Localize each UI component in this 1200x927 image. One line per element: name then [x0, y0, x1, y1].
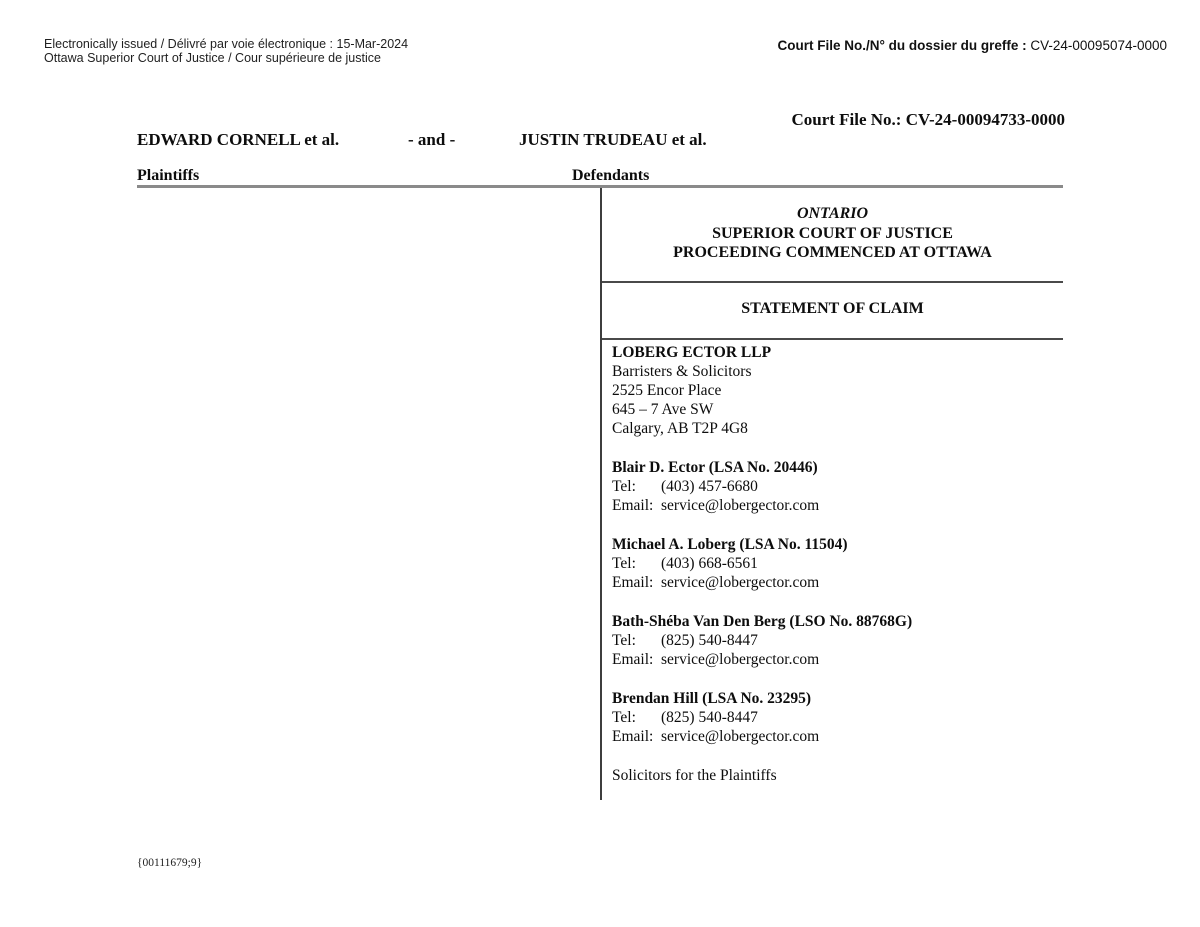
law-firm-name: LOBERG ECTOR LLP	[612, 344, 772, 361]
law-firm-address-1: 2525 Encor Place	[612, 382, 722, 399]
law-firm-address-3: Calgary, AB T2P 4G8	[612, 420, 748, 437]
lawyer-block	[612, 535, 1057, 592]
lawyer-email-row	[612, 573, 1057, 592]
lawyer-tel-row	[612, 477, 1057, 496]
tel-label: Tel:	[612, 478, 636, 495]
email-value: service@lobergector.com	[661, 651, 820, 668]
lawyer-name: Bath-Shéba Van Den Berg (LSO No. 88768G)	[612, 613, 913, 630]
firm-details	[612, 343, 1057, 785]
court-file-header-label: Court File No./N° du dossier du greffe :	[777, 38, 1027, 53]
court-file-header-number: CV-24-00095074-0000	[1030, 38, 1167, 53]
lawyer-email-row	[612, 727, 1057, 746]
document-title: STATEMENT OF CLAIM	[741, 300, 924, 317]
court-proceeding: PROCEEDING COMMENCED AT OTTAWA	[673, 244, 992, 261]
plaintiff-name: EDWARD CORNELL et al.	[137, 130, 340, 149]
tel-value: (825) 540-8447	[661, 632, 758, 649]
backsheet-column	[600, 188, 1063, 800]
lawyer-email-row	[612, 496, 1057, 515]
document-id-footer: {00111679;9}	[137, 857, 203, 869]
lawyer-tel-row	[612, 554, 1057, 573]
tel-value: (403) 457-6680	[661, 478, 758, 495]
lawyer-block	[612, 458, 1057, 515]
tel-value: (825) 540-8447	[661, 709, 758, 726]
email-label: Email:	[612, 497, 654, 514]
lawyer-tel-row	[612, 631, 1057, 650]
email-label: Email:	[612, 651, 654, 668]
tel-label: Tel:	[612, 555, 636, 572]
law-firm-descriptor: Barristers & Solicitors	[612, 363, 752, 380]
defendants-label: Defendants	[572, 167, 650, 184]
and-separator: - and -	[408, 130, 456, 149]
court-file-header	[777, 38, 1167, 53]
plaintiffs-label: Plaintiffs	[137, 167, 200, 184]
tel-label: Tel:	[612, 632, 636, 649]
defendant-name: JUSTIN TRUDEAU et al.	[519, 130, 707, 149]
law-firm-address-2: 645 – 7 Ave SW	[612, 401, 714, 418]
email-label: Email:	[612, 574, 654, 591]
lawyer-name: Blair D. Ector (LSA No. 20446)	[612, 459, 818, 476]
law-firm-block	[612, 343, 1057, 438]
tel-label: Tel:	[612, 709, 636, 726]
court-heading	[602, 204, 1063, 263]
email-value: service@lobergector.com	[661, 574, 820, 591]
divider-above-title	[602, 281, 1063, 283]
lawyer-name: Brendan Hill (LSA No. 23295)	[612, 690, 812, 707]
divider-below-title	[602, 338, 1063, 340]
solicitors-for-plaintiffs: Solicitors for the Plaintiffs	[612, 767, 777, 784]
email-label: Email:	[612, 728, 654, 745]
email-value: service@lobergector.com	[661, 497, 820, 514]
efiling-stamp-line-1: Electronically issued / Délivré par voie électronique : 15-Mar-2024	[44, 37, 409, 51]
lawyer-name: Michael A. Loberg (LSA No. 11504)	[612, 536, 848, 553]
email-value: service@lobergector.com	[661, 728, 820, 745]
efiling-stamp-line-2: Ottawa Superior Court of Justice / Cour supérieure de justice	[44, 50, 381, 65]
lawyer-block	[612, 612, 1057, 669]
court-province: ONTARIO	[796, 205, 869, 222]
lawyer-tel-row	[612, 708, 1057, 727]
tel-value: (403) 668-6561	[661, 555, 758, 572]
court-name: SUPERIOR COURT OF JUSTICE	[712, 224, 953, 242]
lawyer-email-row	[612, 650, 1057, 669]
caption-court-file-no: Court File No.: CV-24-00094733-0000	[791, 110, 1065, 129]
efiling-stamp	[44, 38, 408, 65]
lawyer-block	[612, 689, 1057, 746]
